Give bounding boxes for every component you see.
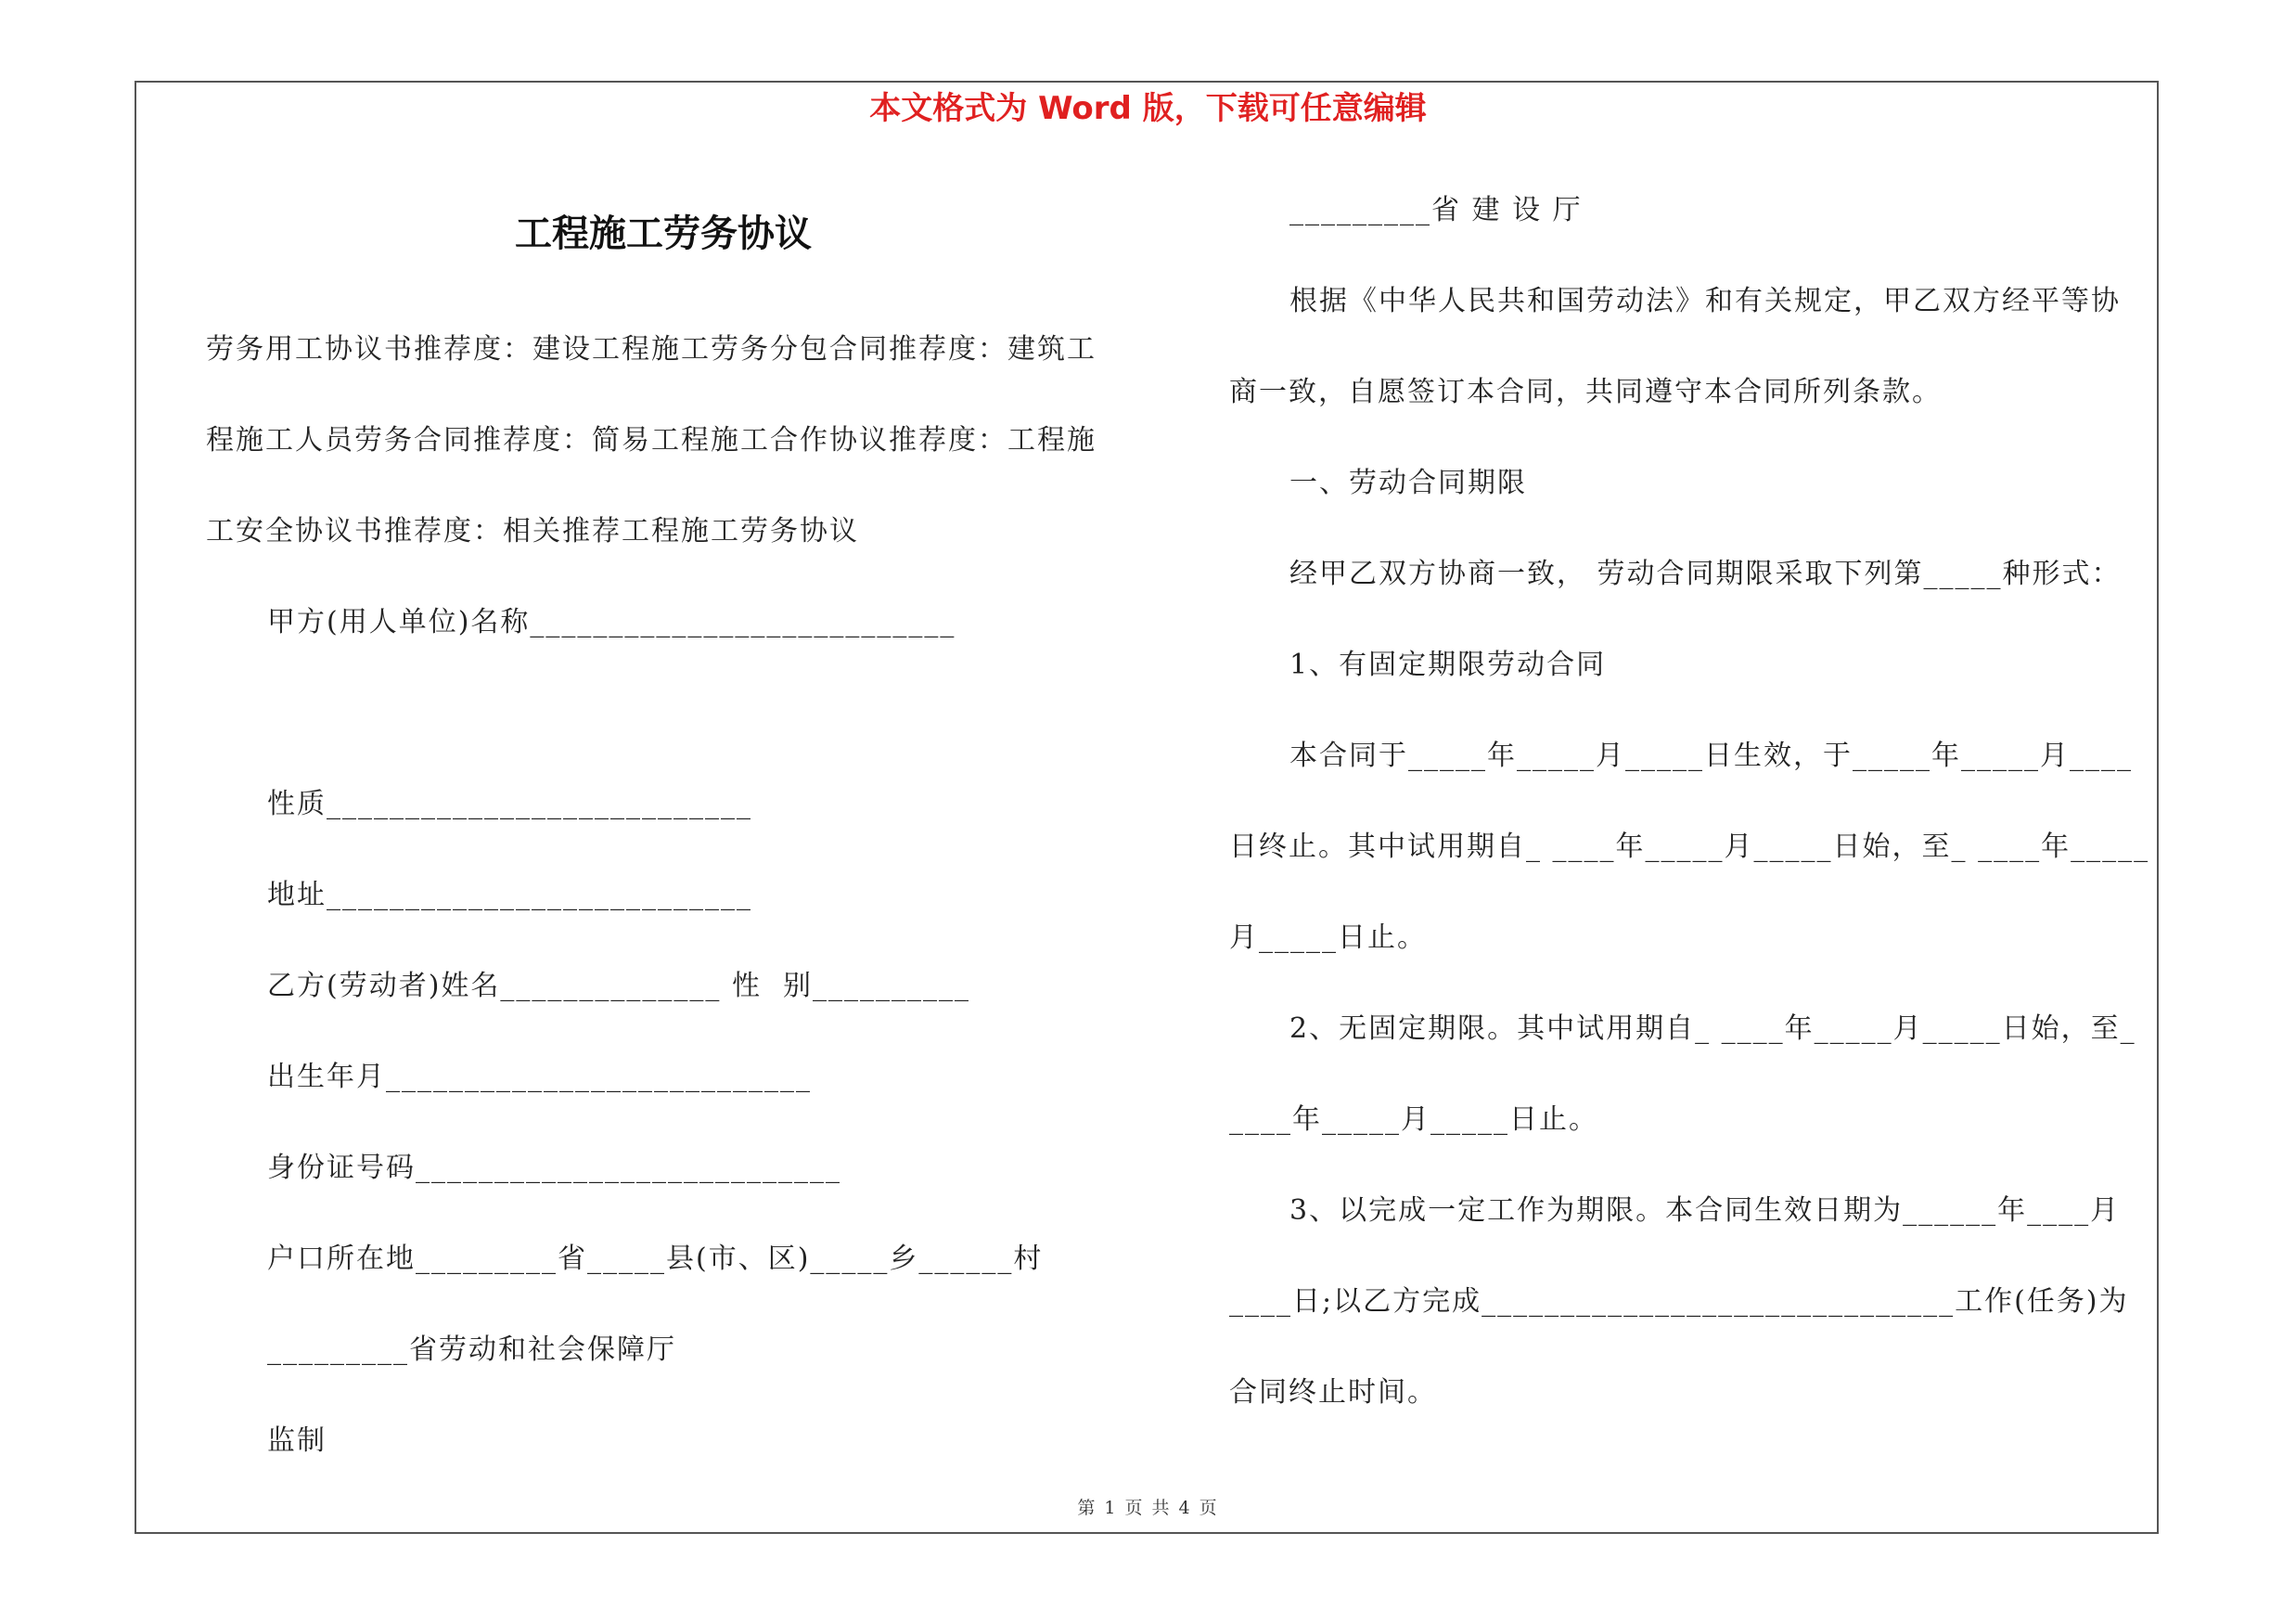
task-term-heading: 3、以完成一定工作为期限。本合同生效日期为______年____月 (1289, 1194, 2121, 1227)
employer-name-field: 甲方(用人单位)名称___________________________ (267, 606, 956, 638)
watermark-banner: 本文格式为 Word 版，下载可任意编辑 (869, 90, 1427, 127)
fixed-term-heading: 1、有固定期限劳动合同 (1289, 649, 1607, 681)
document-title: 工程施工劳务协议 (515, 213, 812, 255)
right-line-9: 月_____日止。 (1229, 921, 1427, 954)
left-line-3: 工安全协议书推荐度：相关推荐工程施工劳务协议 (206, 515, 859, 547)
birth-date-field: 出生年月___________________________ (267, 1061, 812, 1093)
right-line-5: 经甲乙双方协商一致， 劳动合同期限采取下列第_____种形式： (1289, 558, 2122, 590)
right-line-7: 本合同于_____年_____月_____日生效，于_____年_____月____ (1289, 740, 2133, 772)
left-line-1: 劳务用工协议书推荐度：建设工程施工劳务分包合同推荐度：建筑工 (206, 333, 1097, 366)
open-term-heading: 2、无固定期限。其中试用期自_ ____年_____月_____日始，至_ (1289, 1012, 2136, 1045)
worker-name-gender-field: 乙方(劳动者)姓名______________ 性 别__________ (267, 970, 971, 1002)
labor-bureau-line: _________省劳动和社会保障厅 (267, 1333, 676, 1366)
right-line-13: ____日;以乙方完成______________________________工作(任务)为 (1229, 1285, 2129, 1318)
id-number-field: 身份证号码___________________________ (267, 1152, 841, 1184)
right-line-2: 根据《中华人民共和国劳动法》和有关规定，甲乙双方经平等协 (1289, 285, 2121, 317)
right-line-14: 合同终止时间。 (1229, 1376, 1437, 1409)
section-contract-term-heading: 一、劳动合同期限 (1289, 467, 1527, 499)
right-line-3: 商一致，自愿签订本合同，共同遵守本合同所列条款。 (1229, 376, 1942, 408)
construction-bureau-line: _________省 建 设 厅 (1289, 194, 1583, 226)
supervised-label: 监制 (267, 1424, 327, 1457)
right-line-8: 日终止。其中试用期自_ ____年_____月_____日始，至_ ____年_____ (1229, 831, 2150, 863)
household-registration-field: 户口所在地_________省_____县(市、区)_____乡______村 (267, 1243, 1044, 1275)
right-line-11: ____年_____月_____日止。 (1229, 1103, 1598, 1136)
left-line-2: 程施工人员劳务合同推荐度：简易工程施工合作协议推荐度：工程施 (206, 424, 1097, 457)
nature-field: 性质___________________________ (267, 788, 752, 820)
address-field: 地址___________________________ (267, 879, 752, 911)
page-number-footer: 第 1 页 共 4 页 (1077, 1498, 1219, 1518)
